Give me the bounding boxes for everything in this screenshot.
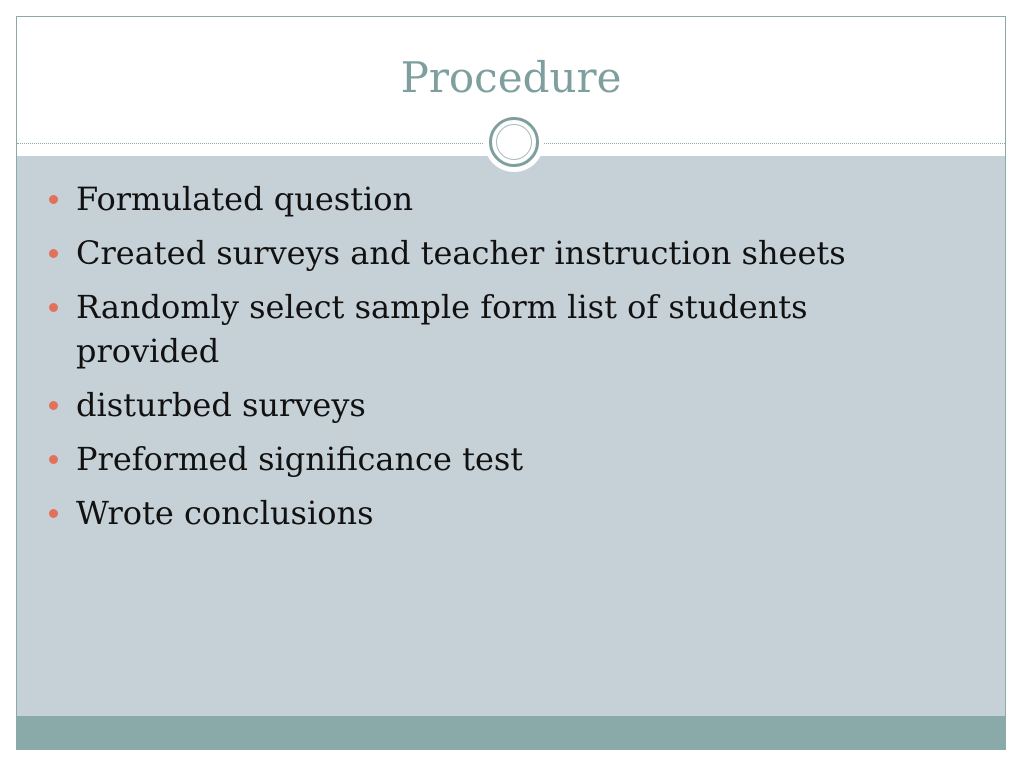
ornament-inner-ring xyxy=(496,124,532,160)
bullet-item xyxy=(45,285,925,373)
bullet-text: Randomly select sample form list of students provided xyxy=(76,288,808,370)
circle-ornament-icon xyxy=(484,112,544,172)
bullet-text: disturbed surveys xyxy=(76,386,366,424)
bullet-dot-icon xyxy=(49,509,58,518)
bullet-item xyxy=(45,383,925,427)
bullet-text: Formulated question xyxy=(76,180,414,218)
footer-accent-bar xyxy=(17,716,1005,750)
bullet-dot-icon xyxy=(49,401,58,410)
bullet-text: Wrote conclusions xyxy=(76,494,374,532)
bullet-dot-icon xyxy=(49,195,58,204)
slide xyxy=(16,16,1006,750)
bullet-text: Created surveys and teacher instruction sheets xyxy=(76,234,846,272)
bullet-dot-icon xyxy=(49,455,58,464)
bullet-item xyxy=(45,437,925,481)
ornament-ring xyxy=(489,117,539,167)
slide-title: Procedure xyxy=(400,53,622,102)
bullet-item xyxy=(45,177,925,221)
bullet-dot-icon xyxy=(49,249,58,258)
bullet-dot-icon xyxy=(49,303,58,312)
bullet-list xyxy=(45,177,925,545)
bullet-item xyxy=(45,231,925,275)
bullet-text: Preformed significance test xyxy=(76,440,524,478)
bullet-item xyxy=(45,491,925,535)
